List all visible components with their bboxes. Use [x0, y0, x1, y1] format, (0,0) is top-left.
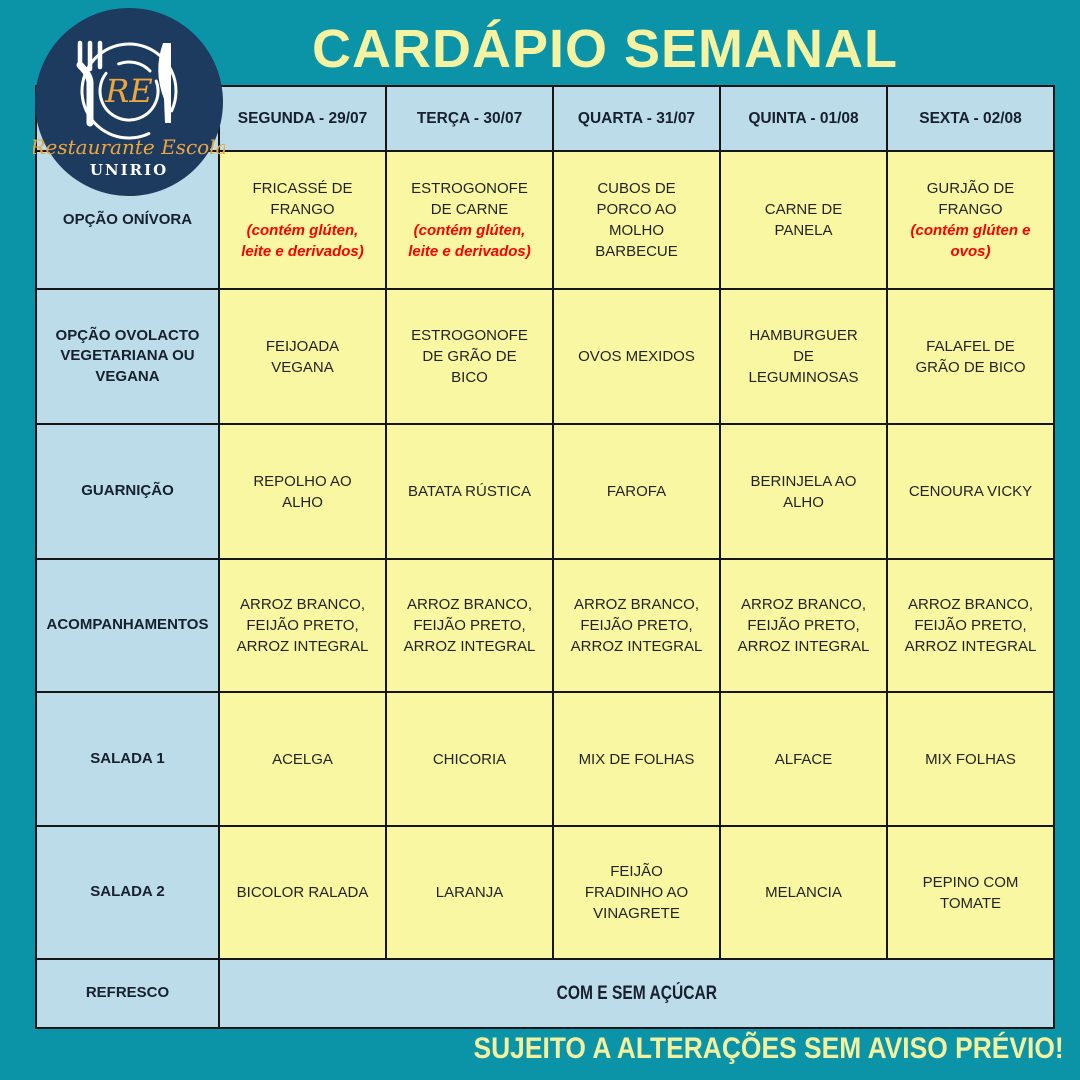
day-header-friday: SEXTA - 02/08 [887, 86, 1054, 151]
table-row-acompanhamentos [36, 559, 1054, 692]
dish-text: GURJÃO DE FRANGO [926, 180, 1015, 218]
dish-text: ALFACE [774, 750, 833, 768]
dish-text: ACELGA [272, 750, 333, 768]
row-label: REFRESCO [36, 959, 219, 1028]
day-header-wednesday: QUARTA - 31/07 [553, 86, 720, 151]
dish-text: CHICORIA [432, 750, 507, 768]
logo-org: UNIRIO [89, 161, 169, 179]
menu-cell [553, 424, 720, 559]
dish-text: MIX DE FOLHAS [578, 750, 695, 768]
table-row-refresco [36, 959, 1054, 1028]
menu-cell [553, 289, 720, 424]
dish-text: BERINJELA AO ALHO [750, 472, 857, 511]
menu-cell [219, 559, 386, 692]
dish-text: CUBOS DE PORCO AO MOLHO BARBECUE [595, 180, 678, 260]
menu-cell [887, 559, 1054, 692]
menu-cell [720, 692, 887, 826]
dish-text: CARNE DE PANELA [764, 201, 843, 239]
dish-text: ESTROGONOFE DE GRÃO DE BICO [411, 327, 528, 386]
dish-text: REPOLHO AO ALHO [253, 472, 352, 511]
menu-cell [386, 289, 553, 424]
refresco-value: COM E SEM AÇÚCAR [556, 982, 717, 1004]
menu-cell [553, 559, 720, 692]
menu-cell [720, 424, 887, 559]
dish-text: LARANJA [435, 884, 504, 901]
menu-cell [219, 424, 386, 559]
table-row-salada2 [36, 826, 1054, 959]
menu-cell [887, 424, 1054, 559]
allergen-note: (contém glúten e ovos) [910, 222, 1031, 260]
menu-cell [386, 424, 553, 559]
dish-text: HAMBURGUER DE LEGUMINOSAS [748, 327, 859, 386]
row-label: OPÇÃO ONÍVORA [36, 151, 219, 289]
dish-text: ARROZ BRANCO, FEIJÃO PRETO, ARROZ INTEGRAL [904, 596, 1037, 655]
dish-text: FEIJÃO FRADINHO AO VINAGRETE [584, 863, 689, 922]
dish-text: FALAFEL DE GRÃO DE BICO [915, 337, 1026, 376]
menu-cell [720, 151, 887, 289]
row-label: OPÇÃO OVOLACTO VEGETARIANA OU VEGANA [36, 289, 219, 424]
menu-cell [887, 289, 1054, 424]
dish-text: FAROFA [606, 483, 667, 500]
row-label: SALADA 1 [36, 692, 219, 826]
menu-cell [887, 692, 1054, 826]
dish-text: ESTROGONOFE DE CARNE [411, 180, 528, 218]
day-header-monday: SEGUNDA - 29/07 [219, 86, 386, 151]
dish-text: PEPINO COM TOMATE [922, 873, 1019, 912]
dish-text: ARROZ BRANCO, FEIJÃO PRETO, ARROZ INTEGRAL [570, 596, 703, 655]
allergen-note: (contém glúten, leite e derivados) [408, 222, 531, 260]
menu-cell [219, 692, 386, 826]
menu-cell [219, 151, 386, 289]
dish-text: BICOLOR RALADA [236, 884, 369, 901]
restaurant-logo [33, 3, 225, 201]
menu-cell [386, 692, 553, 826]
dish-text: BATATA RÚSTICA [407, 483, 532, 500]
dish-text: CENOURA VICKY [908, 483, 1033, 500]
day-header-thursday: QUINTA - 01/08 [720, 86, 887, 151]
logo-name: Restaurante Escola [33, 135, 225, 159]
menu-cell [887, 151, 1054, 289]
menu-cell [386, 559, 553, 692]
menu-cell [720, 289, 887, 424]
menu-cell [219, 289, 386, 424]
menu-cell [553, 151, 720, 289]
row-label: GUARNIÇÃO [36, 424, 219, 559]
logo-initials: RE [105, 72, 153, 110]
menu-table [35, 85, 1055, 1029]
dish-text: FRICASSÉ DE FRANGO [252, 180, 353, 218]
menu-cell [887, 826, 1054, 959]
day-header-tuesday: TERÇA - 30/07 [386, 86, 553, 151]
menu-cell [386, 151, 553, 289]
row-label: SALADA 2 [36, 826, 219, 959]
disclaimer-note [64, 1032, 1064, 1066]
dish-text: MELANCIA [765, 884, 842, 901]
dish-text: ARROZ BRANCO, FEIJÃO PRETO, ARROZ INTEGRAL [737, 596, 870, 655]
menu-cell [386, 826, 553, 959]
dish-text: MIX FOLHAS [925, 750, 1016, 768]
dish-text: ARROZ BRANCO, FEIJÃO PRETO, ARROZ INTEGRAL [403, 596, 536, 655]
menu-cell [553, 692, 720, 826]
dish-text: OVOS MEXIDOS [578, 348, 695, 365]
menu-cell [720, 559, 887, 692]
dish-text: ARROZ BRANCO, FEIJÃO PRETO, ARROZ INTEGRAL [236, 596, 369, 655]
dish-text: FEIJOADA VEGANA [265, 337, 340, 376]
menu-cell [219, 826, 386, 959]
table-row-salada1 [36, 692, 1054, 826]
disclaimer-text: SUJEITO A ALTERAÇÕES SEM AVISO PRÉVIO! [473, 1032, 1064, 1065]
menu-cell [720, 826, 887, 959]
row-label: ACOMPANHAMENTOS [36, 559, 219, 692]
allergen-note: (contém glúten, leite e derivados) [241, 222, 364, 260]
page-title: CARDÁPIO SEMANAL [311, 19, 898, 79]
refresco-value-cell [219, 959, 1054, 1028]
menu-cell [553, 826, 720, 959]
table-row-guarnicao [36, 424, 1054, 559]
table-row-ovolacto [36, 289, 1054, 424]
